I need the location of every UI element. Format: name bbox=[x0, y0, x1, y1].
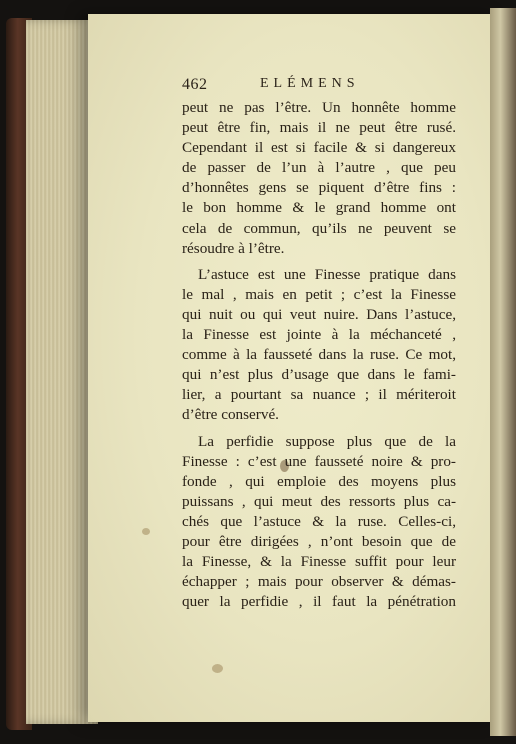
page-text bbox=[182, 98, 456, 612]
text-line: résoudre à l’être. bbox=[182, 239, 285, 257]
text-line: chés que l’astuce & la ruse. Celles-ci, bbox=[182, 512, 456, 530]
text-line: comme à la fausseté dans la ruse. Ce mot, bbox=[182, 346, 456, 364]
text-line: d’être conservé. bbox=[182, 406, 279, 424]
text-line: la Finesse est jointe à la méchanceté , bbox=[182, 326, 456, 344]
text-line: L’astuce est une Finesse pratique dans bbox=[198, 265, 456, 283]
page-number: 462 bbox=[182, 76, 208, 93]
text-line: échapper ; mais pour observer & démas- bbox=[182, 573, 456, 591]
paragraph bbox=[182, 432, 456, 613]
text-line: qui n’est plus d’usage que dans le fami- bbox=[182, 366, 456, 384]
text-line: puissans , qui meut des ressorts plus ca- bbox=[182, 492, 456, 510]
text-line: lier, a pourtant sa nuance ; il mériteroit bbox=[182, 386, 456, 404]
text-line: pour être dirigées , n’ont besoin que de bbox=[182, 532, 456, 550]
text-line: peut ne pas l’être. Un honnête homme bbox=[182, 99, 456, 116]
text-line: de passer de l’un à l’autre , que peu bbox=[182, 159, 456, 177]
text-line: fonde , qui emploie des moyens plus bbox=[182, 472, 456, 490]
text-line: peut être fin, mais il ne peut être rusé. bbox=[182, 119, 456, 137]
page-header bbox=[182, 76, 462, 98]
paragraph bbox=[182, 265, 456, 426]
text-line: Cependant il est si facile & si dangereux bbox=[182, 139, 456, 157]
text-line: la Finesse, & la Finesse suffit pour leur bbox=[182, 553, 456, 571]
text-line: qui nuit ou qui veut nuire. Dans l’astuce, bbox=[182, 305, 456, 323]
text-line: Finesse : c’est une fausseté noire & pro- bbox=[182, 452, 456, 470]
running-title: ELÉMENS bbox=[260, 76, 360, 91]
stain-mark bbox=[212, 664, 223, 673]
book-cover-right bbox=[490, 8, 516, 736]
text-line: cela de commun, qu’ils ne peuvent se bbox=[182, 219, 456, 237]
paragraph bbox=[182, 98, 456, 259]
stain-mark bbox=[142, 528, 150, 535]
text-line: le bon homme & le grand homme ont bbox=[182, 199, 456, 217]
text-line: d’honnêtes gens se piquent d’être fins : bbox=[182, 179, 456, 197]
text-line: quer la perfidie , il faut la pénétration bbox=[182, 593, 456, 611]
text-line: La perfidie suppose plus que de la bbox=[198, 432, 456, 450]
text-line: le mal , mais en petit ; c’est la Finesse bbox=[182, 285, 456, 303]
